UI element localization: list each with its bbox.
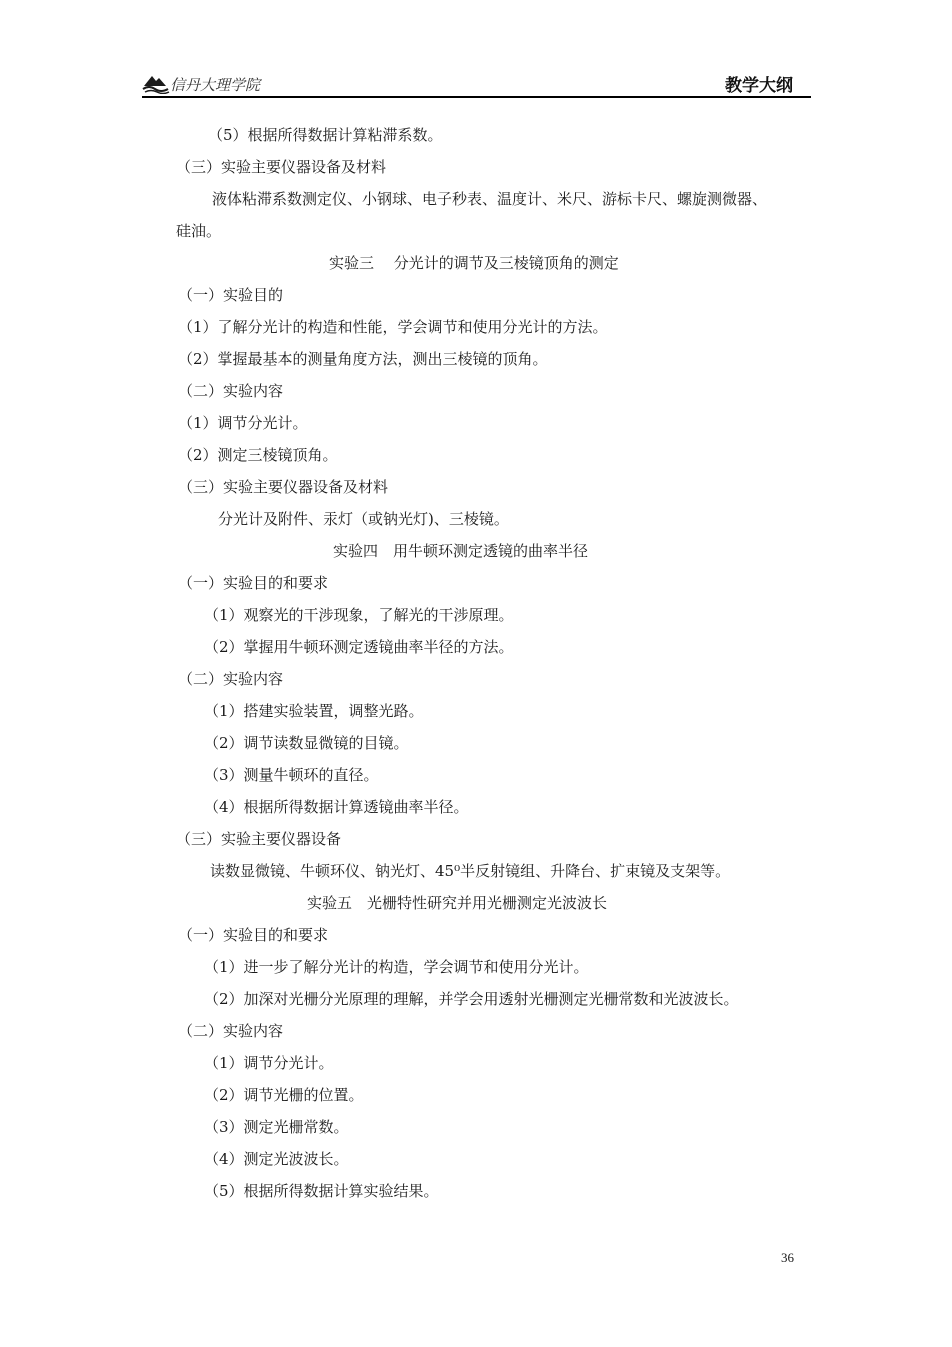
content-item: （1）调节分光计。	[204, 1054, 334, 1072]
content-item: （3）测量牛顿环的直径。	[204, 766, 379, 784]
experiment-3-title: 实验三 分光计的调节及三棱镜顶角的测定	[329, 254, 619, 272]
section-content: （二）实验内容	[178, 382, 284, 400]
section-equipment: （三）实验主要仪器设备及材料	[178, 478, 389, 496]
section-equipment: （三）实验主要仪器设备	[176, 830, 342, 848]
header-rule	[142, 96, 811, 98]
equipment-list-text: 读数显微镜、牛顿环仪、钠光灯、45⁰半反射镜组、升降台、扩束镜及支架等。	[210, 862, 731, 880]
content-item: （1）搭建实验装置，调整光路。	[204, 702, 424, 720]
content-item: （4）测定光波波长。	[204, 1150, 349, 1168]
section-objectives: （一）实验目的和要求	[178, 574, 329, 592]
content-item: （2）调节读数显微镜的目镜。	[204, 734, 409, 752]
section-objectives: （一）实验目的和要求	[178, 926, 329, 944]
page-number: 36	[781, 1250, 794, 1265]
objective-item: （2）掌握用牛顿环测定透镜曲率半径的方法。	[204, 638, 514, 656]
content-item: （5）根据所得数据计算实验结果。	[204, 1182, 439, 1200]
equipment-list-text: 分光计及附件、汞灯（或钠光灯)、三棱镜。	[218, 510, 509, 528]
section-content: （二）实验内容	[178, 1022, 284, 1040]
objective-item: （1）观察光的干涉现象，了解光的干涉原理。	[204, 606, 514, 624]
content-item: （3）测定光栅常数。	[204, 1118, 349, 1136]
mountain-wave-icon	[142, 72, 170, 94]
content-item: （4）根据所得数据计算透镜曲率半径。	[204, 798, 469, 816]
institution-logo	[142, 72, 272, 96]
experiment-4-title: 实验四 用牛顿环测定透镜的曲率半径	[333, 542, 589, 560]
content-item: （2）调节光栅的位置。	[204, 1086, 364, 1104]
equipment-list-text: 液体粘滞系数测定仪、小钢球、电子秒表、温度计、米尺、游标卡尺、螺旋测微器、	[212, 190, 768, 208]
content-item: （2）测定三棱镜顶角。	[178, 446, 338, 464]
experiment-5-title: 实验五 光栅特性研究并用光栅测定光波波长	[307, 894, 608, 912]
section-content: （二）实验内容	[178, 670, 284, 688]
document-type-label: 教学大纲	[725, 76, 793, 96]
objective-item: （1）了解分光计的构造和性能，学会调节和使用分光计的方法。	[178, 318, 608, 336]
objective-item: （1）进一步了解分光计的构造，学会调节和使用分光计。	[204, 958, 589, 976]
institution-name: 信丹大理学院	[170, 76, 261, 94]
page-header	[142, 66, 811, 98]
content-item: （1）调节分光计。	[178, 414, 308, 432]
section-objectives: （一）实验目的	[178, 286, 284, 304]
equipment-list-text-cont: 硅油。	[176, 222, 222, 240]
section-equipment: （三）实验主要仪器设备及材料	[176, 158, 387, 176]
item-calc-viscosity: （5）根据所得数据计算粘滞系数。	[208, 126, 443, 144]
objective-item: （2）加深对光栅分光原理的理解，并学会用透射光栅测定光栅常数和光波波长。	[204, 990, 739, 1008]
objective-item: （2）掌握最基本的测量角度方法，测出三棱镜的顶角。	[178, 350, 548, 368]
